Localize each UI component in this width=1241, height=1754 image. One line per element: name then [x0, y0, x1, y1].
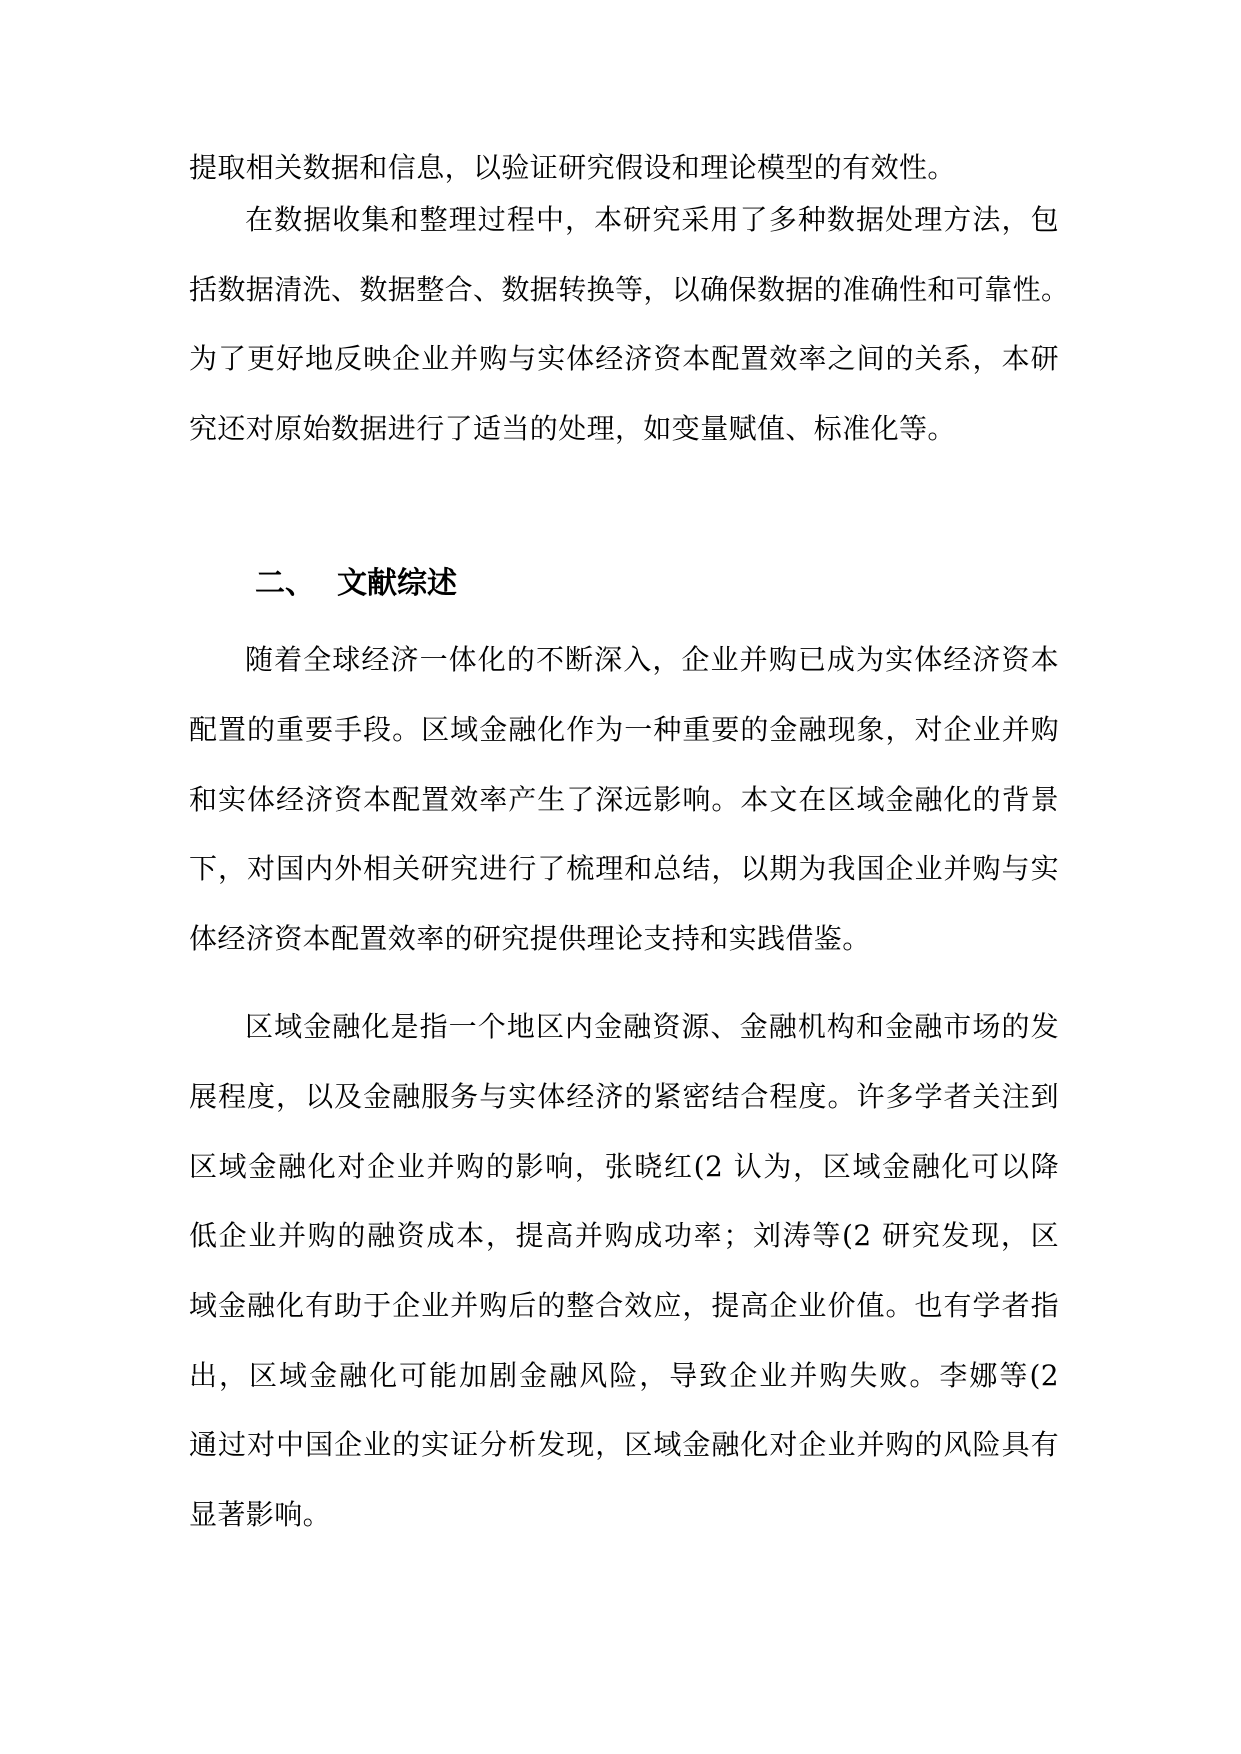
paragraph-line: 括数据清洗、数据整合、数据转换等，以确保数据的准确性和可靠性。 — [189, 273, 1070, 306]
section-number: 二、 — [255, 566, 315, 601]
paragraph-line: 下，对国内外相关研究进行了梳理和总结，以期为我国企业并购与实 — [189, 852, 1059, 885]
paragraph-line: 区域金融化对企业并购的影响，张晓红(2 认为，区域金融化可以降 — [189, 1150, 1059, 1183]
paragraph-line: 配置的重要手段。区域金融化作为一种重要的金融现象，对企业并购 — [189, 713, 1059, 746]
paragraph-line: 展程度，以及金融服务与实体经济的紧密结合程度。许多学者关注到 — [189, 1080, 1059, 1113]
paragraph-line: 低企业并购的融资成本，提高并购成功率；刘涛等(2 研究发现，区 — [189, 1219, 1059, 1252]
paragraph-line: 究还对原始数据进行了适当的处理，如变量赋值、标准化等。 — [189, 412, 956, 445]
paragraph-line: 提取相关数据和信息，以验证研究假设和理论模型的有效性。 — [189, 151, 956, 184]
paragraph-line: 和实体经济资本配置效率产生了深远影响。本文在区域金融化的背景 — [189, 783, 1059, 816]
paragraph-line: 域金融化有助于企业并购后的整合效应，提高企业价值。也有学者指 — [189, 1289, 1059, 1322]
paragraph-line: 通过对中国企业的实证分析发现，区域金融化对企业并购的风险具有 — [189, 1428, 1059, 1461]
paragraph-line: 体经济资本配置效率的研究提供理论支持和实践借鉴。 — [189, 922, 871, 955]
section-heading — [255, 564, 457, 604]
paragraph-line: 为了更好地反映企业并购与实体经济资本配置效率之间的关系，本研 — [189, 342, 1059, 375]
paragraph-line: 出，区域金融化可能加剧金融风险，导致企业并购失败。李娜等(2 — [189, 1359, 1059, 1392]
section-title: 文献综述 — [337, 566, 457, 601]
paragraph-line: 随着全球经济一体化的不断深入，企业并购已成为实体经济资本 — [245, 643, 1059, 676]
paragraph-line: 区域金融化是指一个地区内金融资源、金融机构和金融市场的发 — [245, 1010, 1059, 1043]
paragraph-line: 显著影响。 — [189, 1498, 332, 1531]
paragraph-line: 在数据收集和整理过程中，本研究采用了多种数据处理方法，包 — [245, 203, 1059, 236]
